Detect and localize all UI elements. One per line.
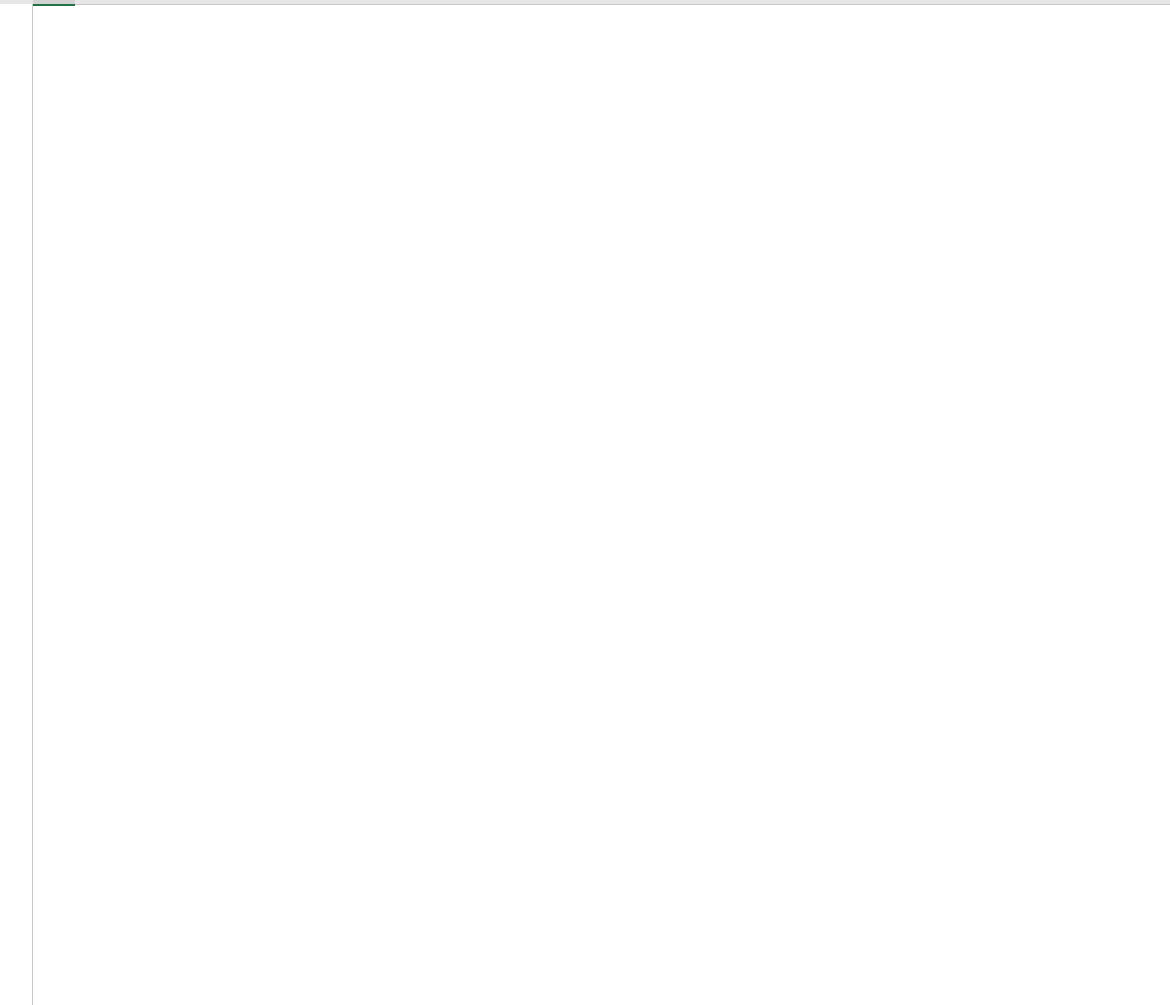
column-header-bar[interactable] xyxy=(0,0,1170,5)
row-header-bar xyxy=(0,4,33,1005)
column-header-a-selected[interactable] xyxy=(33,0,75,6)
